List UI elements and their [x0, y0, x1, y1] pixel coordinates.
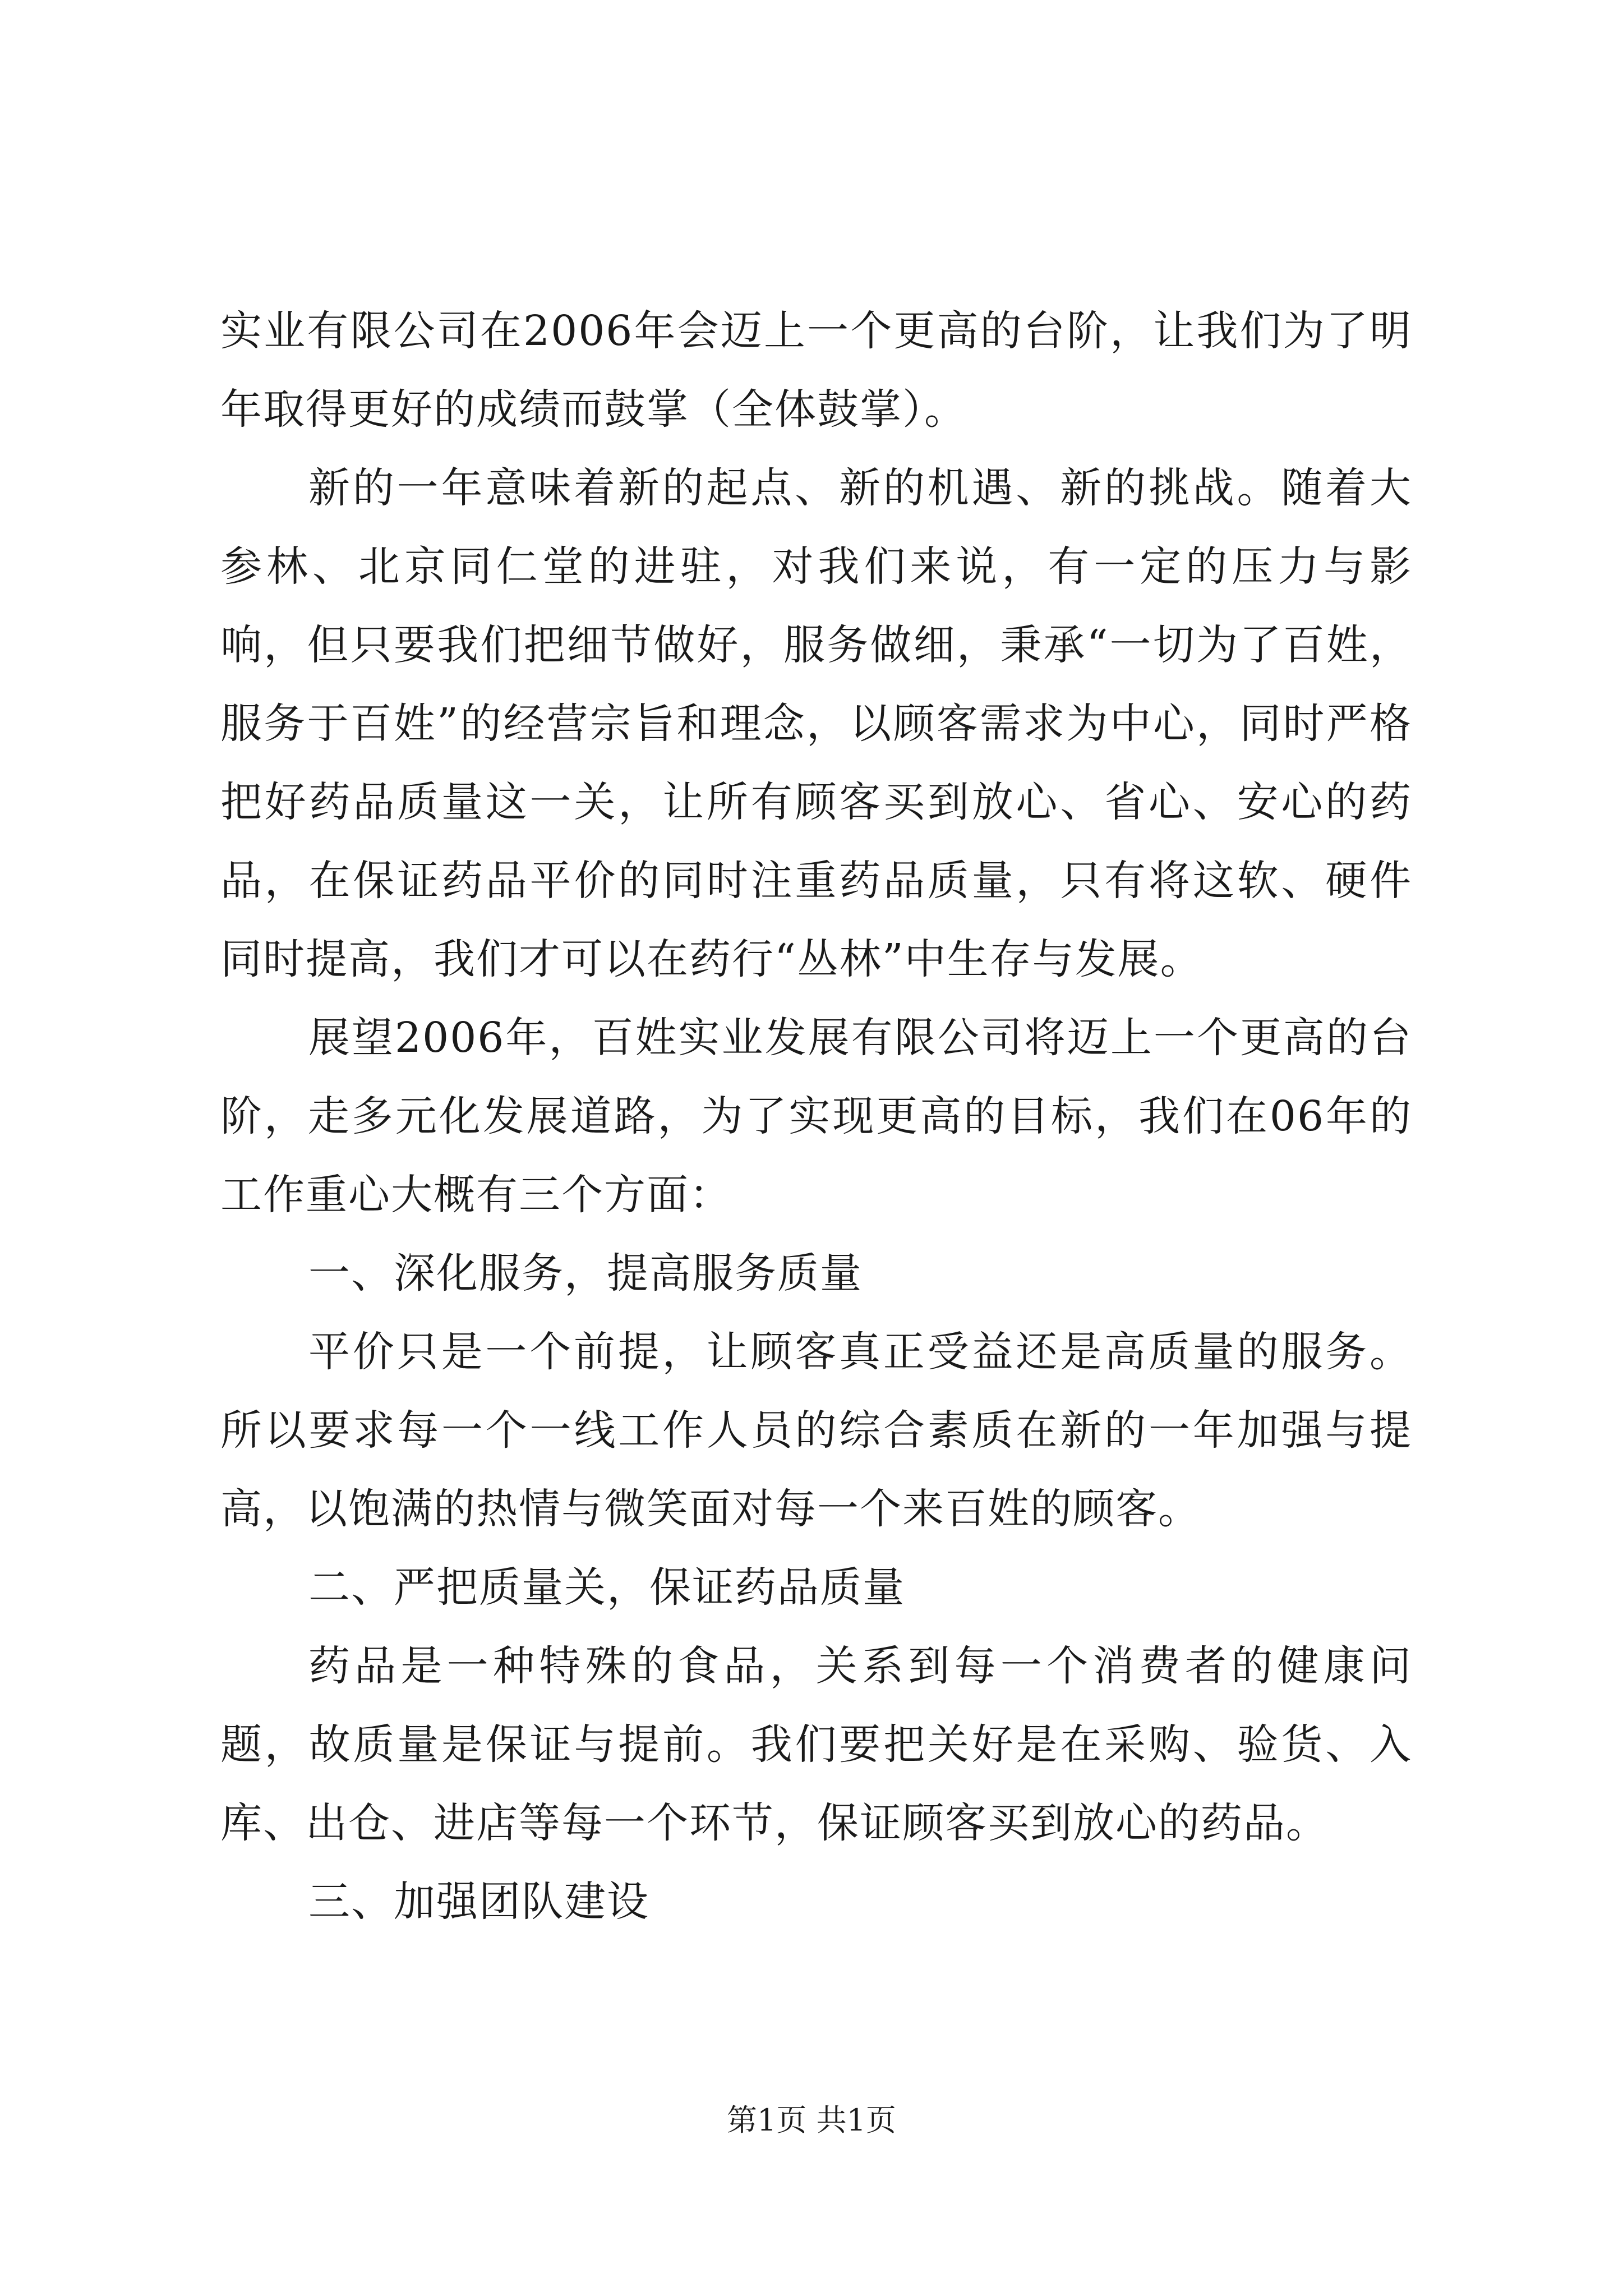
page-footer: 第1页 共1页: [727, 2102, 896, 2138]
document-body: [220, 292, 1412, 1941]
paragraph-5: 药品是一种特殊的食品，关系到每一个消费者的健康问题，故质量是保证与提前。我们要把关好是在采购、验货、入库、出仓、进店等每一个环节，保证顾客买到放心的药品。: [220, 1642, 1412, 1847]
section-heading-2: 二、严把质量关，保证药品质量: [308, 1563, 905, 1612]
paragraph-2: 新的一年意味着新的起点、新的机遇、新的挑战。随着大参林、北京同仁堂的进驻，对我们来说，有一定的压力与影响，但只要我们把细节做好，服务做细，秉承“一切为了百姓，服务于百姓”的经营宗旨和理念，以顾客需求为中心，同时严格把好药品质量这一关，让所有顾客买到放心、省心、安心的药品，在保证药品平价的同时注重药品质量，只有将这软、硬件同时提高，我们才可以在药行“丛林”中生存与发展。: [220, 464, 1412, 983]
section-heading-1: 一、深化服务，提高服务质量: [308, 1249, 863, 1297]
section-heading-3: 三、加强团队建设: [308, 1878, 649, 1926]
paragraph-3: 展望2006年，百姓实业发展有限公司将迈上一个更高的台阶，走多元化发展道路，为了实现更高的目标，我们在06年的工作重心大概有三个方面：: [220, 1014, 1412, 1219]
paragraph-4: 平价只是一个前提，让顾客真正受益还是高质量的服务。所以要求每一个一线工作人员的综合素质在新的一年加强与提高，以饱满的热情与微笑面对每一个来百姓的顾客。: [220, 1328, 1412, 1533]
paragraph-1: 实业有限公司在2006年会迈上一个更高的台阶，让我们为了明年取得更好的成绩而鼓掌（全体鼓掌）。: [220, 307, 1412, 434]
